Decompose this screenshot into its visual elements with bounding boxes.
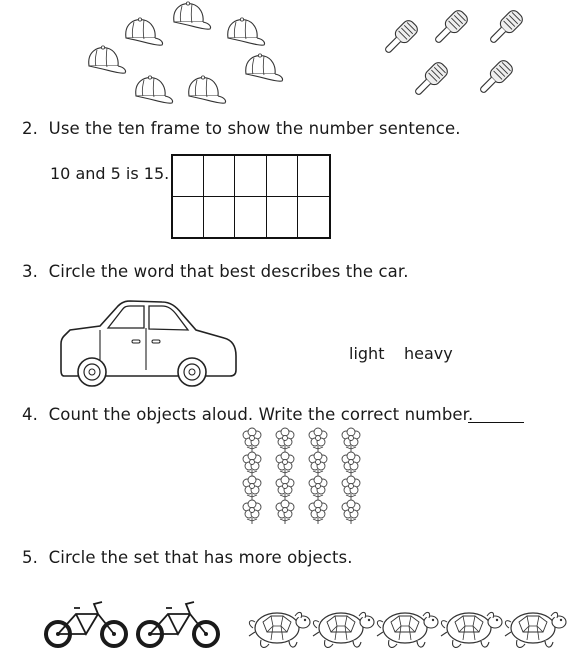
flower-grid [238, 428, 378, 528]
ten-frame[interactable] [171, 154, 331, 239]
flower-icon [342, 500, 360, 524]
turtle-icon [377, 612, 438, 647]
car-wheel [78, 358, 106, 386]
ten-frame-cell[interactable] [204, 156, 235, 197]
bicycle-set[interactable] [40, 592, 240, 662]
question-5-text: Circle the set that has more objects. [48, 548, 353, 567]
question-4 [22, 405, 473, 424]
flower-icon [309, 452, 327, 476]
turtle-icon [441, 612, 502, 647]
ten-frame-cell[interactable] [173, 197, 204, 238]
flower-icon [342, 452, 360, 476]
cap-icon [174, 2, 211, 29]
cap-icon [136, 76, 173, 103]
question-5-number: 5. [22, 548, 38, 567]
cap-icon [89, 46, 126, 73]
car-wheel [178, 358, 206, 386]
flower-icon [243, 476, 261, 500]
question-4-number: 4. [22, 405, 38, 424]
flower-icon [276, 428, 294, 452]
answer-blank[interactable] [468, 422, 524, 423]
ten-frame-cell[interactable] [204, 197, 235, 238]
cap-icon [126, 18, 163, 45]
option-light[interactable]: light [349, 344, 385, 363]
turtle-set[interactable] [245, 592, 575, 662]
ten-frame-cell[interactable] [267, 197, 298, 238]
flower-icon [309, 500, 327, 524]
cap-icon [228, 18, 265, 45]
flower-icon [309, 428, 327, 452]
flower-icon [243, 428, 261, 452]
bicycle-icon [46, 602, 126, 646]
question-2-number: 2. [22, 119, 38, 138]
hairbrush-icon [431, 8, 470, 47]
question-2 [22, 119, 461, 138]
question-3-number: 3. [22, 262, 38, 281]
flower-icon [309, 476, 327, 500]
flower-icon [276, 500, 294, 524]
ten-frame-cell[interactable] [173, 156, 204, 197]
flower-icon [276, 476, 294, 500]
flower-icon [276, 452, 294, 476]
hairbrush-icon [381, 18, 420, 57]
ten-frame-cell[interactable] [235, 197, 266, 238]
ten-frame-cell[interactable] [298, 156, 329, 197]
number-sentence: 10 and 5 is 15. [50, 164, 170, 183]
question-3-text: Circle the word that best describes the car. [48, 262, 409, 281]
turtle-icon [313, 612, 374, 647]
option-heavy[interactable]: heavy [404, 344, 453, 363]
flower-icon [243, 500, 261, 524]
question-2-text: Use the ten frame to show the number sentence. [48, 119, 461, 138]
hairbrush-icon [476, 58, 515, 97]
flower-icon [342, 476, 360, 500]
hairbrush-icon [486, 8, 525, 47]
turtle-icon [505, 612, 566, 647]
question-5 [22, 548, 353, 567]
question-4-text: Count the objects aloud. Write the correct number. [48, 405, 474, 424]
ten-frame-cell[interactable] [298, 197, 329, 238]
question-3 [22, 262, 409, 281]
flower-icon [342, 428, 360, 452]
bicycle-icon [138, 602, 218, 646]
hairbrush-icon [411, 60, 450, 99]
ten-frame-cell[interactable] [267, 156, 298, 197]
ten-frame-cell[interactable] [235, 156, 266, 197]
car-icon [60, 300, 240, 390]
cap-icon [189, 76, 226, 103]
cap-icon [246, 54, 283, 81]
flower-icon [243, 452, 261, 476]
turtle-icon [249, 612, 310, 647]
caps-group [0, 0, 585, 110]
